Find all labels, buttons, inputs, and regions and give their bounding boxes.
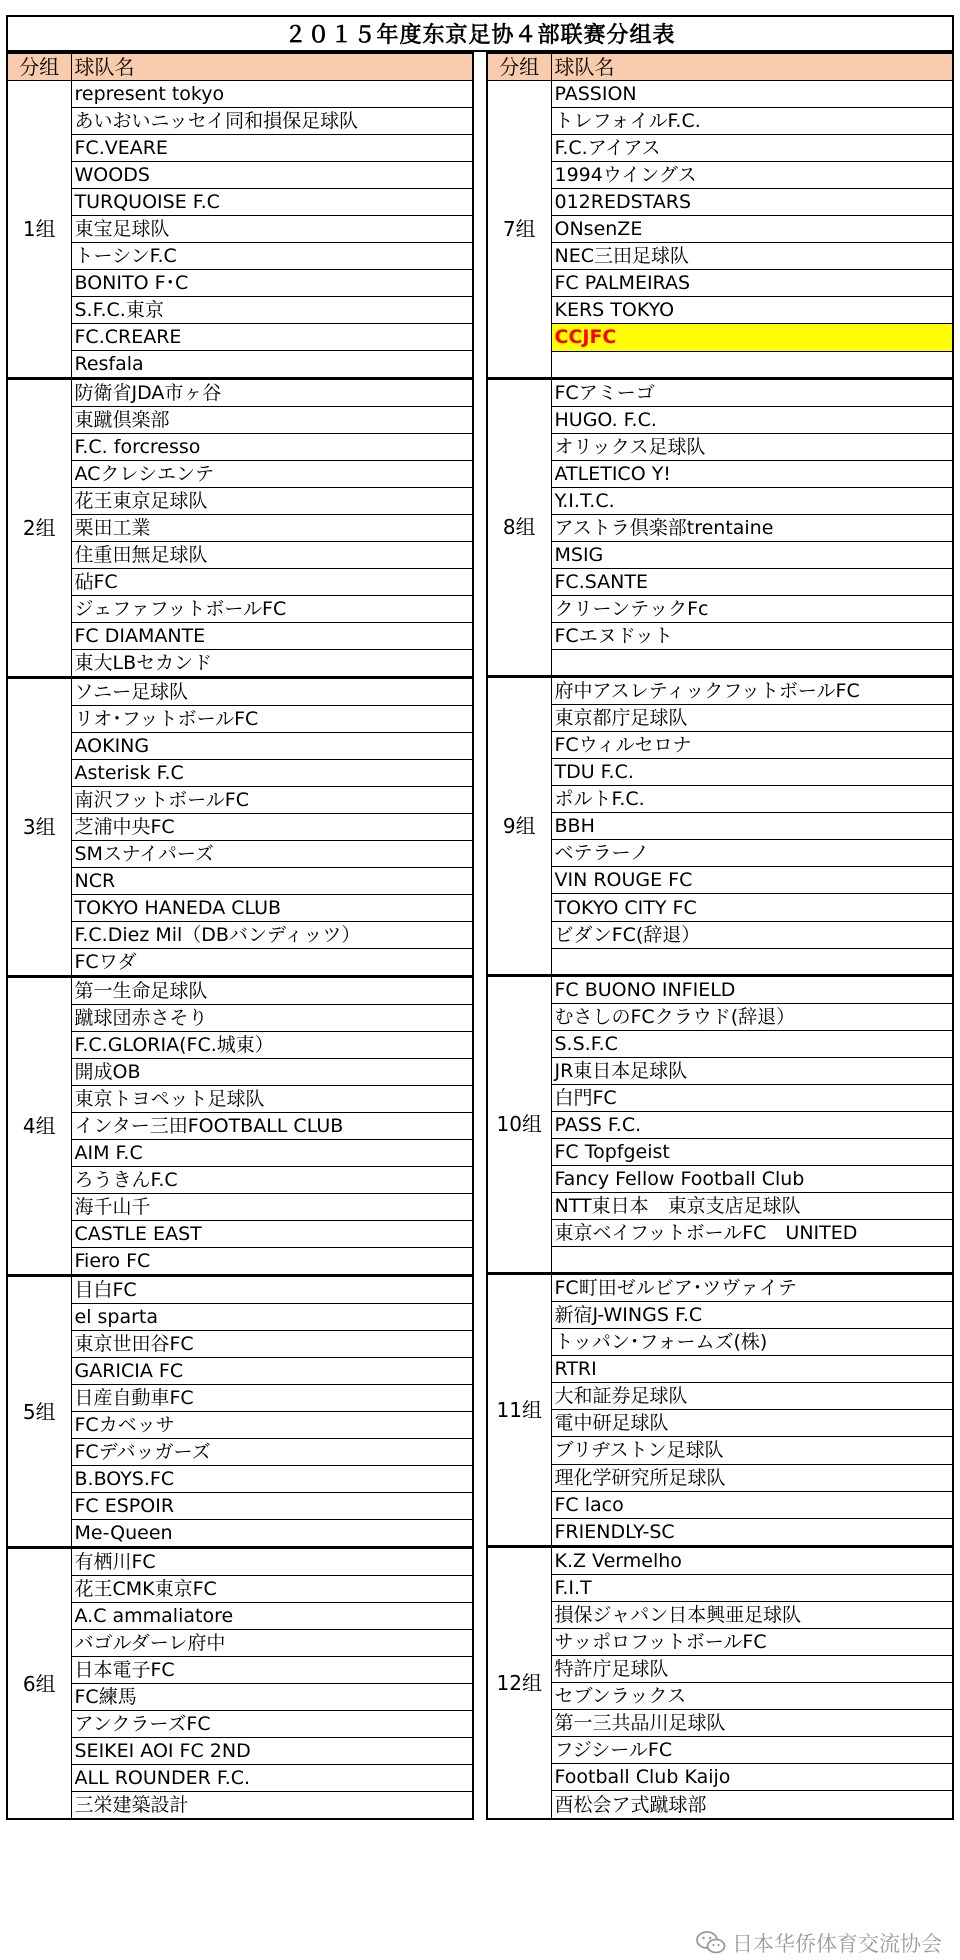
team-name: 府中アスレティックフットボールFC	[551, 677, 953, 705]
team-name: インター三田FOOTBALL CLUB	[71, 1113, 473, 1140]
group-column-header: 分组	[487, 53, 551, 81]
group-label: 5组	[7, 1276, 71, 1548]
table-row	[487, 975, 953, 1003]
team-name: Fancy Fellow Football Club	[551, 1165, 953, 1192]
table-row	[7, 162, 473, 189]
team-name: GARICIA FC	[71, 1358, 473, 1385]
table-row	[7, 351, 473, 379]
table-row	[487, 1084, 953, 1111]
team-name: 白門FC	[551, 1084, 953, 1111]
group-label: 6组	[7, 1548, 71, 1820]
team-name: FC練馬	[71, 1684, 473, 1711]
team-name: 東蹴倶楽部	[71, 407, 473, 434]
group-label: 10组	[487, 975, 551, 1274]
highlighted-team-name: CCJFC	[551, 324, 953, 351]
table-row	[487, 1003, 953, 1030]
table-row	[487, 1518, 953, 1546]
team-name: Asterisk F.C	[71, 760, 473, 787]
table-row	[487, 81, 953, 108]
table-row	[487, 1655, 953, 1682]
table-row	[7, 1140, 473, 1167]
team-name: ポルトF.C.	[551, 786, 953, 813]
team-name: 花王CMK東京FC	[71, 1576, 473, 1603]
team-name: F.C. forcresso	[71, 434, 473, 461]
team-name: 電中研足球队	[551, 1410, 953, 1437]
table-row	[487, 1302, 953, 1329]
table-row	[7, 650, 473, 678]
table-row	[487, 1491, 953, 1518]
team-name: ベテラーノ	[551, 840, 953, 867]
table-row	[487, 1193, 953, 1220]
table-row	[7, 108, 473, 135]
league-sheet	[6, 15, 954, 1820]
team-name: TOKYO HANEDA CLUB	[71, 895, 473, 922]
team-name: VIN ROUGE FC	[551, 867, 953, 894]
table-row	[7, 1711, 473, 1738]
team-column-header: 球队名	[71, 53, 473, 81]
team-name: ろうきんF.C	[71, 1167, 473, 1194]
team-name: 東京ベイフットボールFC UNITED	[551, 1220, 953, 1247]
team-name: 012REDSTARS	[551, 189, 953, 216]
team-name: F.C.アイアス	[551, 135, 953, 162]
table-row	[487, 487, 953, 514]
team-name: 東大LBセカンド	[71, 650, 473, 678]
team-name: FC Topfgeist	[551, 1138, 953, 1165]
table-row	[7, 1358, 473, 1385]
team-name: 大和証券足球队	[551, 1383, 953, 1410]
table-row	[7, 949, 473, 977]
team-name: 1994ウイングス	[551, 162, 953, 189]
team-name: WOODS	[71, 162, 473, 189]
team-name: FC.SANTE	[551, 568, 953, 595]
table-row	[7, 1684, 473, 1711]
table-row	[7, 1086, 473, 1113]
team-name	[551, 1247, 953, 1274]
table-row	[487, 840, 953, 867]
table-row	[487, 1410, 953, 1437]
team-name: B.BOYS.FC	[71, 1466, 473, 1493]
table-row	[7, 1194, 473, 1221]
table-row	[487, 677, 953, 705]
team-name: MSIG	[551, 541, 953, 568]
team-name: 芝浦中央FC	[71, 814, 473, 841]
table-row	[7, 569, 473, 596]
table-row	[487, 162, 953, 189]
table-row	[487, 1601, 953, 1628]
team-column-header: 球队名	[551, 53, 953, 81]
team-name: Me-Queen	[71, 1520, 473, 1548]
team-name: S.S.F.C	[551, 1030, 953, 1057]
table-row	[7, 706, 473, 733]
table-row	[7, 895, 473, 922]
team-name: ジェファフットボールFC	[71, 596, 473, 623]
team-name: F.I.T	[551, 1574, 953, 1601]
team-name: FC町田ゼルビア･ツヴァイテ	[551, 1274, 953, 1302]
table-row	[487, 1111, 953, 1138]
team-name: PASS F.C.	[551, 1111, 953, 1138]
team-name: F.C.Diez Mil（DBバンディッツ）	[71, 922, 473, 949]
team-name: NCR	[71, 868, 473, 895]
table-row	[7, 542, 473, 569]
table-row	[487, 351, 953, 378]
team-name: Football Club Kaijo	[551, 1764, 953, 1791]
table-row	[7, 733, 473, 760]
table-row	[7, 297, 473, 324]
team-name: 砧FC	[71, 569, 473, 596]
table-row	[7, 434, 473, 461]
table-row	[7, 1548, 473, 1576]
table-row	[487, 297, 953, 324]
team-name: オリックス足球队	[551, 433, 953, 460]
team-name	[551, 650, 953, 677]
table-row	[487, 270, 953, 297]
team-name: NTT東日本 東京支店足球队	[551, 1193, 953, 1220]
table-row	[7, 760, 473, 787]
team-name: リオ･フットボールFC	[71, 706, 473, 733]
table-row	[7, 814, 473, 841]
team-name: 有栖川FC	[71, 1548, 473, 1576]
team-name: FCワダ	[71, 949, 473, 977]
team-name: 日産自動車FC	[71, 1385, 473, 1412]
group-label: 4组	[7, 977, 71, 1276]
team-name: 東宝足球队	[71, 216, 473, 243]
team-name: AIM F.C	[71, 1140, 473, 1167]
table-row	[487, 378, 953, 406]
table-row	[487, 514, 953, 541]
table-row	[7, 189, 473, 216]
team-name: 防衛省JDA市ヶ谷	[71, 379, 473, 407]
table-row	[487, 705, 953, 732]
team-name: FC.CREARE	[71, 324, 473, 351]
team-name: 蹴球団赤さそり	[71, 1005, 473, 1032]
team-name: KERS TOKYO	[551, 297, 953, 324]
table-row	[487, 1464, 953, 1491]
team-name: ブリヂストン足球队	[551, 1437, 953, 1464]
team-name: S.F.C.東京	[71, 297, 473, 324]
table-row	[487, 1030, 953, 1057]
table-row	[7, 922, 473, 949]
team-name: 目白FC	[71, 1276, 473, 1304]
table-row	[7, 1059, 473, 1086]
table-row	[487, 650, 953, 677]
table-row	[7, 1765, 473, 1792]
table-row	[487, 948, 953, 975]
table-row	[487, 813, 953, 840]
table-row	[7, 270, 473, 297]
group-label: 11组	[487, 1274, 551, 1547]
table-row	[7, 1412, 473, 1439]
team-name: ATLETICO Y!	[551, 460, 953, 487]
table-row	[487, 1383, 953, 1410]
team-name: FCカベッサ	[71, 1412, 473, 1439]
team-name: TURQUOISE F.C	[71, 189, 473, 216]
group-label: 3组	[7, 678, 71, 977]
team-name: ALL ROUNDER F.C.	[71, 1765, 473, 1792]
team-name: FRIENDLY-SC	[551, 1518, 953, 1546]
table-row	[487, 189, 953, 216]
team-name: FC ESPOIR	[71, 1493, 473, 1520]
table-row	[487, 1574, 953, 1601]
table-row	[487, 1628, 953, 1655]
table-row	[7, 1248, 473, 1276]
team-name: BBH	[551, 813, 953, 840]
group-label: 9组	[487, 677, 551, 976]
table-row	[487, 759, 953, 786]
team-name: 三栄建築設計	[71, 1792, 473, 1820]
watermark	[696, 1928, 942, 1958]
table-row	[7, 868, 473, 895]
table-row	[7, 461, 473, 488]
table-row	[7, 324, 473, 351]
table-row	[487, 786, 953, 813]
table-row	[487, 1682, 953, 1709]
team-name: RTRI	[551, 1356, 953, 1383]
team-name: クリーンテックFc	[551, 595, 953, 622]
team-name: FC DIAMANTE	[71, 623, 473, 650]
table-row	[7, 1738, 473, 1765]
table-row	[487, 1356, 953, 1383]
table-row	[487, 595, 953, 622]
table-row	[487, 460, 953, 487]
team-name: 栗田工業	[71, 515, 473, 542]
table-row	[7, 515, 473, 542]
table-row	[7, 1331, 473, 1358]
team-name: ビダンFC(辞退）	[551, 921, 953, 948]
team-name: NEC三田足球队	[551, 243, 953, 270]
table-header-row	[7, 53, 473, 81]
table-row	[7, 1520, 473, 1548]
team-name: 住重田無足球队	[71, 542, 473, 569]
table-row	[487, 1546, 953, 1574]
team-name: SEIKEI AOI FC 2ND	[71, 1738, 473, 1765]
team-name: アストラ倶楽部trentaine	[551, 514, 953, 541]
table-row	[7, 407, 473, 434]
team-name: HUGO. F.C.	[551, 406, 953, 433]
table-row	[7, 623, 473, 650]
table-row	[7, 1792, 473, 1820]
table-row	[7, 1603, 473, 1630]
table-row	[7, 243, 473, 270]
table-row	[7, 488, 473, 515]
team-name: アンクラーズFC	[71, 1711, 473, 1738]
table-row	[7, 1221, 473, 1248]
team-name: FC.VEARE	[71, 135, 473, 162]
table-row	[7, 379, 473, 407]
team-name: FC PALMEIRAS	[551, 270, 953, 297]
table-row	[7, 1276, 473, 1304]
table-row	[7, 1630, 473, 1657]
table-row	[487, 324, 953, 351]
team-name: 開成OB	[71, 1059, 473, 1086]
group-label: 8组	[487, 378, 551, 677]
team-name: 花王東京足球队	[71, 488, 473, 515]
table-row	[487, 1247, 953, 1274]
group-label: 12组	[487, 1546, 551, 1819]
team-name: FC laco	[551, 1491, 953, 1518]
team-name: SMスナイパーズ	[71, 841, 473, 868]
group-column-header: 分组	[7, 53, 71, 81]
table-row	[7, 1466, 473, 1493]
team-name: 第一三共品川足球队	[551, 1709, 953, 1736]
table-row	[487, 243, 953, 270]
table-row	[487, 894, 953, 921]
table-row	[7, 135, 473, 162]
team-name: 東京都庁足球队	[551, 705, 953, 732]
table-row	[487, 135, 953, 162]
team-name: represent tokyo	[71, 81, 473, 108]
team-name: 理化学研究所足球队	[551, 1464, 953, 1491]
team-name: 損保ジャパン日本興亜足球队	[551, 1601, 953, 1628]
team-name: TOKYO CITY FC	[551, 894, 953, 921]
team-name: ソニー足球队	[71, 678, 473, 706]
team-name: Fiero FC	[71, 1248, 473, 1276]
team-name: むさしのFCクラウド(辞退）	[551, 1003, 953, 1030]
table-row	[7, 1576, 473, 1603]
table-row	[7, 1304, 473, 1331]
table-row	[487, 1138, 953, 1165]
team-name: 第一生命足球队	[71, 977, 473, 1005]
team-name: AOKING	[71, 733, 473, 760]
team-name: 南沢フットボールFC	[71, 787, 473, 814]
team-name: FCアミーゴ	[551, 378, 953, 406]
team-name: JR東日本足球队	[551, 1057, 953, 1084]
table-row	[7, 787, 473, 814]
table-row	[7, 1032, 473, 1059]
table-row	[7, 1113, 473, 1140]
table-row	[487, 921, 953, 948]
watermark-text: 日本华侨体育交流协会	[732, 1932, 942, 1956]
table-row	[487, 108, 953, 135]
table-row	[487, 1709, 953, 1736]
table-row	[7, 596, 473, 623]
table-row	[487, 406, 953, 433]
table-row	[7, 1439, 473, 1466]
team-name: Y.I.T.C.	[551, 487, 953, 514]
table-header-row	[487, 53, 953, 81]
wechat-icon	[696, 1930, 726, 1956]
team-name: ONsenZE	[551, 216, 953, 243]
team-name: TDU F.C.	[551, 759, 953, 786]
team-name: ACクレシエンテ	[71, 461, 473, 488]
table-row	[7, 1657, 473, 1684]
table-row	[7, 216, 473, 243]
table-row	[487, 1791, 953, 1819]
table-row	[487, 732, 953, 759]
group-tables	[6, 52, 954, 1820]
team-name: 酉松会ア式蹴球部	[551, 1791, 953, 1819]
table-row	[487, 1764, 953, 1791]
team-name: トレフォイルF.C.	[551, 108, 953, 135]
table-row	[487, 1057, 953, 1084]
group-label: 1组	[7, 81, 71, 379]
table-row	[7, 1167, 473, 1194]
table-row	[7, 81, 473, 108]
team-name: F.C.GLORIA(FC.城東）	[71, 1032, 473, 1059]
team-name: CASTLE EAST	[71, 1221, 473, 1248]
team-name: セブンラックス	[551, 1682, 953, 1709]
table-row	[487, 1437, 953, 1464]
team-name: フジシールFC	[551, 1737, 953, 1764]
team-name: FCデバッガーズ	[71, 1439, 473, 1466]
team-name	[551, 948, 953, 975]
group-label: 2组	[7, 379, 71, 678]
table-row	[487, 1737, 953, 1764]
team-name: Resfala	[71, 351, 473, 379]
table-row	[487, 1274, 953, 1302]
team-name: el sparta	[71, 1304, 473, 1331]
table-row	[487, 216, 953, 243]
team-name: 特許庁足球队	[551, 1655, 953, 1682]
table-row	[7, 841, 473, 868]
table-row	[487, 541, 953, 568]
table-row	[487, 433, 953, 460]
team-name: 海千山千	[71, 1194, 473, 1221]
team-name: FCエヌドット	[551, 623, 953, 650]
table-row	[487, 1165, 953, 1192]
table-row	[487, 867, 953, 894]
group-label: 7组	[487, 81, 551, 379]
team-name: トッパン･フォームズ(株)	[551, 1329, 953, 1356]
team-name: トーシンF.C	[71, 243, 473, 270]
team-name: BONITO F･C	[71, 270, 473, 297]
table-row	[7, 1385, 473, 1412]
team-name: あいおいニッセイ同和損保足球队	[71, 108, 473, 135]
team-name: A.C ammaliatore	[71, 1603, 473, 1630]
team-name: FCウィルセロナ	[551, 732, 953, 759]
page-title: ２０１５年度东京足协４部联赛分组表	[6, 15, 954, 52]
team-name: サッポロフットボールFC	[551, 1628, 953, 1655]
team-name: 日本電子FC	[71, 1657, 473, 1684]
team-name: 新宿J-WINGS F.C	[551, 1302, 953, 1329]
team-name: 東京世田谷FC	[71, 1331, 473, 1358]
team-name: FC BUONO INFIELD	[551, 975, 953, 1003]
table-row	[487, 1329, 953, 1356]
table-row	[7, 977, 473, 1005]
team-name: バゴルダーレ府中	[71, 1630, 473, 1657]
left-group-table	[6, 52, 474, 1820]
table-row	[7, 1493, 473, 1520]
table-row	[487, 568, 953, 595]
team-name: PASSION	[551, 81, 953, 108]
team-name	[551, 351, 953, 378]
team-name: 東京トヨペット足球队	[71, 1086, 473, 1113]
table-row	[487, 1220, 953, 1247]
right-group-table	[486, 52, 954, 1820]
table-row	[7, 678, 473, 706]
table-row	[7, 1005, 473, 1032]
team-name: K.Z Vermelho	[551, 1546, 953, 1574]
table-row	[487, 623, 953, 650]
